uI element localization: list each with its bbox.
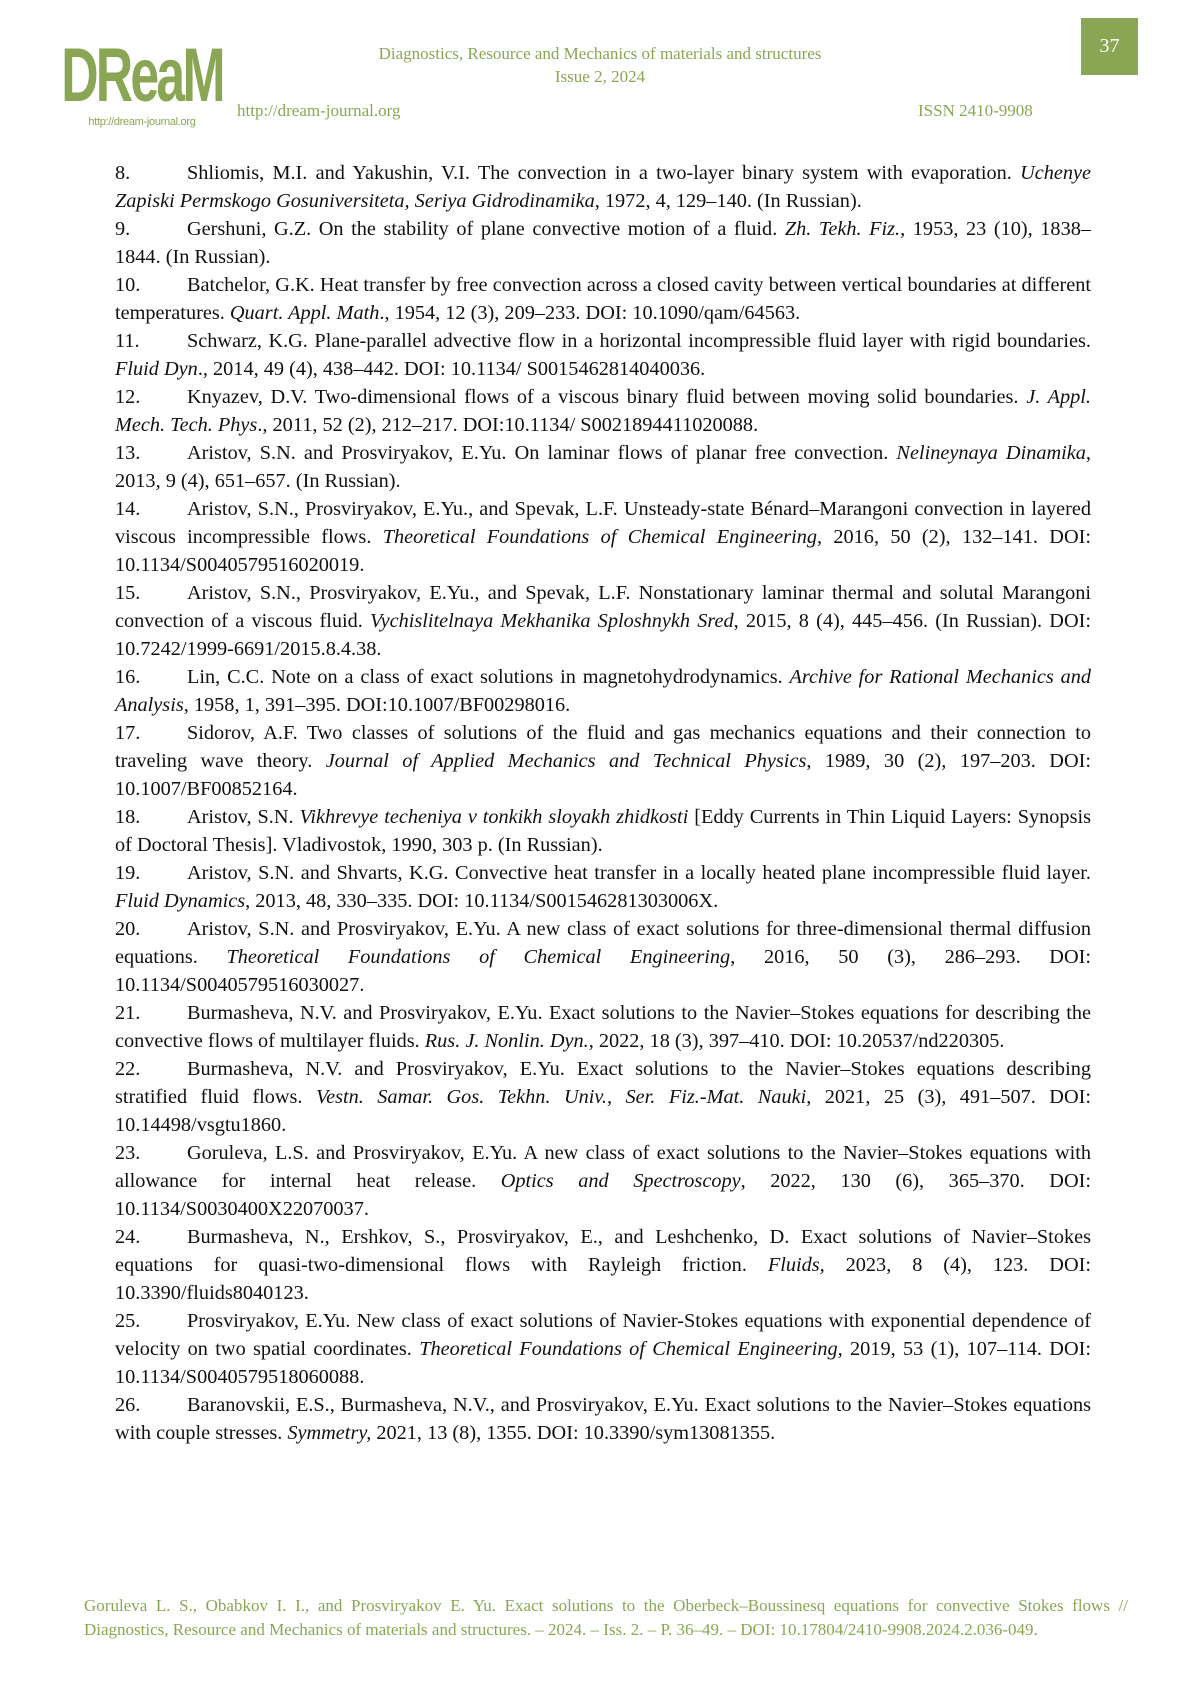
reference-item (115, 719, 1091, 803)
reference-item (115, 663, 1091, 719)
reference-number: 19. (115, 859, 187, 887)
reference-journal: Symmetry, (287, 1422, 371, 1444)
reference-details: ., 1954, 12 (3), 209–233. DOI: 10.1090/qam/64563. (379, 302, 800, 324)
reference-number: 11. (115, 327, 187, 355)
citation-footer: Goruleva L. S., Obabkov I. I., and Prosviryakov E. Yu. Exact solutions to the Oberbeck–Boussinesq equations for convective Stokes flows // Diagnostics, Resource and Mechanics of materials and structures. – 2024. – Iss. 2. – P. 36–49. – DOI: 10.17804/2410-9908.2024.2.036-049. (84, 1594, 1128, 1641)
reference-details: , 2013, 9 (4), 651–657. (In Russian). (115, 442, 1091, 492)
reference-text: Aristov, S.N. (187, 806, 300, 828)
journal-url-link[interactable]: http://dream-journal.org (237, 101, 401, 121)
logo-url: http://dream-journal.org (86, 116, 198, 128)
reference-details: [Eddy Currents in Thin Liquid Layers: Synopsis of Doctoral Thesis]. Vladivostok, 1990, 303 p. (In Russian). (115, 806, 1091, 856)
reference-item (115, 327, 1091, 383)
reference-details: 2021, 13 (8), 1355. DOI: 10.3390/sym13081355. (371, 1422, 775, 1444)
reference-number: 10. (115, 271, 187, 299)
reference-text: Lin, C.C. Note on a class of exact solutions in magnetohydrodynamics. (187, 666, 790, 688)
reference-text: Burmasheva, N.V. and Prosviryakov, E.Yu. Exact solutions to the Navier–Stokes equations for describing the convective flows of multilayer fluids. (115, 1002, 1091, 1052)
reference-number: 16. (115, 663, 187, 691)
reference-journal: Theoretical Foundations of Chemical Engineering (383, 526, 817, 548)
reference-text: Aristov, S.N. and Shvarts, K.G. Convective heat transfer in a locally heated plane incompressible fluid layer. (187, 862, 1091, 884)
reference-item (115, 271, 1091, 327)
reference-number: 12. (115, 383, 187, 411)
journal-header (300, 42, 900, 88)
reference-number: 17. (115, 719, 187, 747)
page-number-badge: 37 (1081, 18, 1138, 75)
reference-details: , 2016, 50 (3), 286–293. DOI: 10.1134/S0040579516030027. (115, 946, 1091, 996)
reference-item (115, 383, 1091, 439)
reference-number: 26. (115, 1391, 187, 1419)
reference-journal: Optics and Spectroscopy (501, 1170, 741, 1192)
reference-journal: Nelineynaya Dinamika (896, 442, 1085, 464)
reference-journal: J. Appl. Mech. Tech. Phys (115, 386, 1091, 436)
journal-issn: ISSN 2410-9908 (918, 101, 1033, 121)
reference-number: 24. (115, 1223, 187, 1251)
reference-journal: Archive for Rational Mechanics and Analysis (115, 666, 1091, 716)
reference-text: Schwarz, K.G. Plane-parallel advective flow in a horizontal incompressible fluid layer with rigid boundaries. (187, 330, 1091, 352)
reference-item (115, 439, 1091, 495)
reference-details: , 2022, 130 (6), 365–370. DOI: 10.1134/S0030400X22070037. (115, 1170, 1091, 1220)
reference-text: Aristov, S.N. and Prosviryakov, E.Yu. On laminar flows of planar free convection. (187, 442, 896, 464)
reference-item (115, 215, 1091, 271)
reference-text: Burmasheva, N.V. and Prosviryakov, E.Yu. Exact solutions to the Navier–Stokes equations describing stratified fluid flows. (115, 1058, 1091, 1108)
reference-number: 13. (115, 439, 187, 467)
reference-text: Aristov, S.N. and Prosviryakov, E.Yu. A new class of exact solutions for three-dimensional thermal diffusion equations. (115, 918, 1091, 968)
reference-number: 23. (115, 1139, 187, 1167)
reference-number: 21. (115, 999, 187, 1027)
reference-details: 2023, 8 (4), 123. DOI: 10.3390/fluids8040123. (115, 1254, 1091, 1304)
reference-details: ., 2011, 52 (2), 212–217. DOI:10.1134/ S0021894411020088. (257, 414, 758, 436)
reference-number: 15. (115, 579, 187, 607)
reference-details: , 1958, 1, 391–395. DOI:10.1007/BF00298016. (184, 694, 570, 716)
reference-item (115, 579, 1091, 663)
reference-number: 8. (115, 159, 187, 187)
reference-journal: Fluid Dynamics (115, 890, 245, 912)
journal-title: Diagnostics, Resource and Mechanics of materials and structures (300, 42, 900, 65)
reference-details: , 2015, 8 (4), 445–456. (In Russian). DOI: 10.7242/1999-6691/2015.8.4.38. (115, 610, 1091, 660)
reference-number: 20. (115, 915, 187, 943)
reference-number: 18. (115, 803, 187, 831)
reference-details: , 2016, 50 (2), 132–141. DOI: 10.1134/S0040579516020019. (115, 526, 1091, 576)
reference-text: Prosviryakov, E.Yu. New class of exact solutions of Navier-Stokes equations with exponential dependence of velocity on two spatial coordinates. (115, 1310, 1091, 1360)
logo-wordmark: DReaM (104, 18, 180, 114)
reference-journal: Journal of Applied Mechanics and Technical Physics (326, 750, 807, 772)
reference-item (115, 1307, 1091, 1391)
reference-list (115, 159, 1091, 1447)
reference-item (115, 159, 1091, 215)
reference-text: Sidorov, A.F. Two classes of solutions of the fluid and gas mechanics equations and their connection to traveling wave theory. (115, 722, 1091, 772)
reference-details: 2019, 53 (1), 107–114. DOI: 10.1134/S0040579518060088. (115, 1338, 1091, 1388)
reference-details: 2022, 18 (3), 397–410. DOI: 10.20537/nd220305. (594, 1030, 1005, 1052)
reference-item (115, 999, 1091, 1055)
reference-journal: Vestn. Samar. Gos. Tekhn. Univ., Ser. Fiz.-Mat. Nauki (316, 1086, 806, 1108)
reference-item (115, 1055, 1091, 1139)
reference-item (115, 859, 1091, 915)
reference-number: 25. (115, 1307, 187, 1335)
reference-text: Burmasheva, N., Ershkov, S., Prosviryakov, E., and Leshchenko, D. Exact solutions of Navier–Stokes equations for quasi-two-dimensional flows with Rayleigh friction. (115, 1226, 1091, 1276)
reference-item (115, 1223, 1091, 1307)
reference-text: Shliomis, M.I. and Yakushin, V.I. The convection in a two-layer binary system with evaporation. (187, 162, 1020, 184)
reference-text: Gershuni, G.Z. On the stability of plane convective motion of a fluid. (187, 218, 785, 240)
reference-details: , 1972, 4, 129–140. (In Russian). (595, 190, 862, 212)
reference-journal: Quart. Appl. Math (230, 302, 380, 324)
reference-journal: Rus. J. Nonlin. Dyn., (425, 1030, 594, 1052)
reference-number: 9. (115, 215, 187, 243)
reference-details: ., 2014, 49 (4), 438–442. DOI: 10.1134/ S0015462814040036. (198, 358, 705, 380)
reference-journal: Theoretical Foundations of Chemical Engineering, (419, 1338, 842, 1360)
reference-details: , 2013, 48, 330–335. DOI: 10.1134/S001546281303006X. (245, 890, 718, 912)
reference-details: , 2021, 25 (3), 491–507. DOI: 10.14498/vsgtu1860. (115, 1086, 1091, 1136)
reference-journal: Theoretical Foundations of Chemical Engineering (226, 946, 730, 968)
reference-journal: Vikhrevye techeniya v tonkikh sloyakh zhidkosti (300, 806, 689, 828)
reference-text: Aristov, S.N., Prosviryakov, E.Yu., and Spevak, L.F. Nonstationary laminar thermal and solutal Marangoni convection of a viscous fluid. (115, 582, 1091, 632)
reference-journal: Uchenye Zapiski Permskogo Gosuniversiteta, Seriya Gidrodinamika (115, 162, 1091, 212)
reference-journal: Fluid Dyn (115, 358, 198, 380)
reference-journal: Zh. Tekh. Fiz., (785, 218, 905, 240)
reference-number: 14. (115, 495, 187, 523)
reference-text: Batchelor, G.K. Heat transfer by free convection across a closed cavity between vertical boundaries at different temperatures. (115, 274, 1091, 324)
reference-item (115, 495, 1091, 579)
reference-item (115, 1391, 1091, 1447)
reference-journal: Vychislitelnaya Mekhanika Sploshnykh Sred (370, 610, 734, 632)
reference-details: , 1989, 30 (2), 197–203. DOI: 10.1007/BF00852164. (115, 750, 1091, 800)
reference-item (115, 803, 1091, 859)
reference-details: 1953, 23 (10), 1838–1844. (In Russian). (115, 218, 1091, 268)
reference-item (115, 915, 1091, 999)
reference-item (115, 1139, 1091, 1223)
reference-text: Knyazev, D.V. Two-dimensional flows of a viscous binary fluid between moving solid boundaries. (187, 386, 1026, 408)
reference-number: 22. (115, 1055, 187, 1083)
reference-journal: Fluids, (768, 1254, 825, 1276)
reference-text: Goruleva, L.S. and Prosviryakov, E.Yu. A new class of exact solutions to the Navier–Stokes equations with allowance for internal heat release. (115, 1142, 1091, 1192)
reference-text: Baranovskii, E.S., Burmasheva, N.V., and Prosviryakov, E.Yu. Exact solutions to the Navier–Stokes equations with couple stresses. (115, 1394, 1091, 1444)
journal-logo (86, 18, 198, 130)
reference-text: Aristov, S.N., Prosviryakov, E.Yu., and Spevak, L.F. Unsteady-state Bénard–Marangoni convection in layered viscous incompressible flows. (115, 498, 1091, 548)
journal-issue: Issue 2, 2024 (300, 65, 900, 88)
